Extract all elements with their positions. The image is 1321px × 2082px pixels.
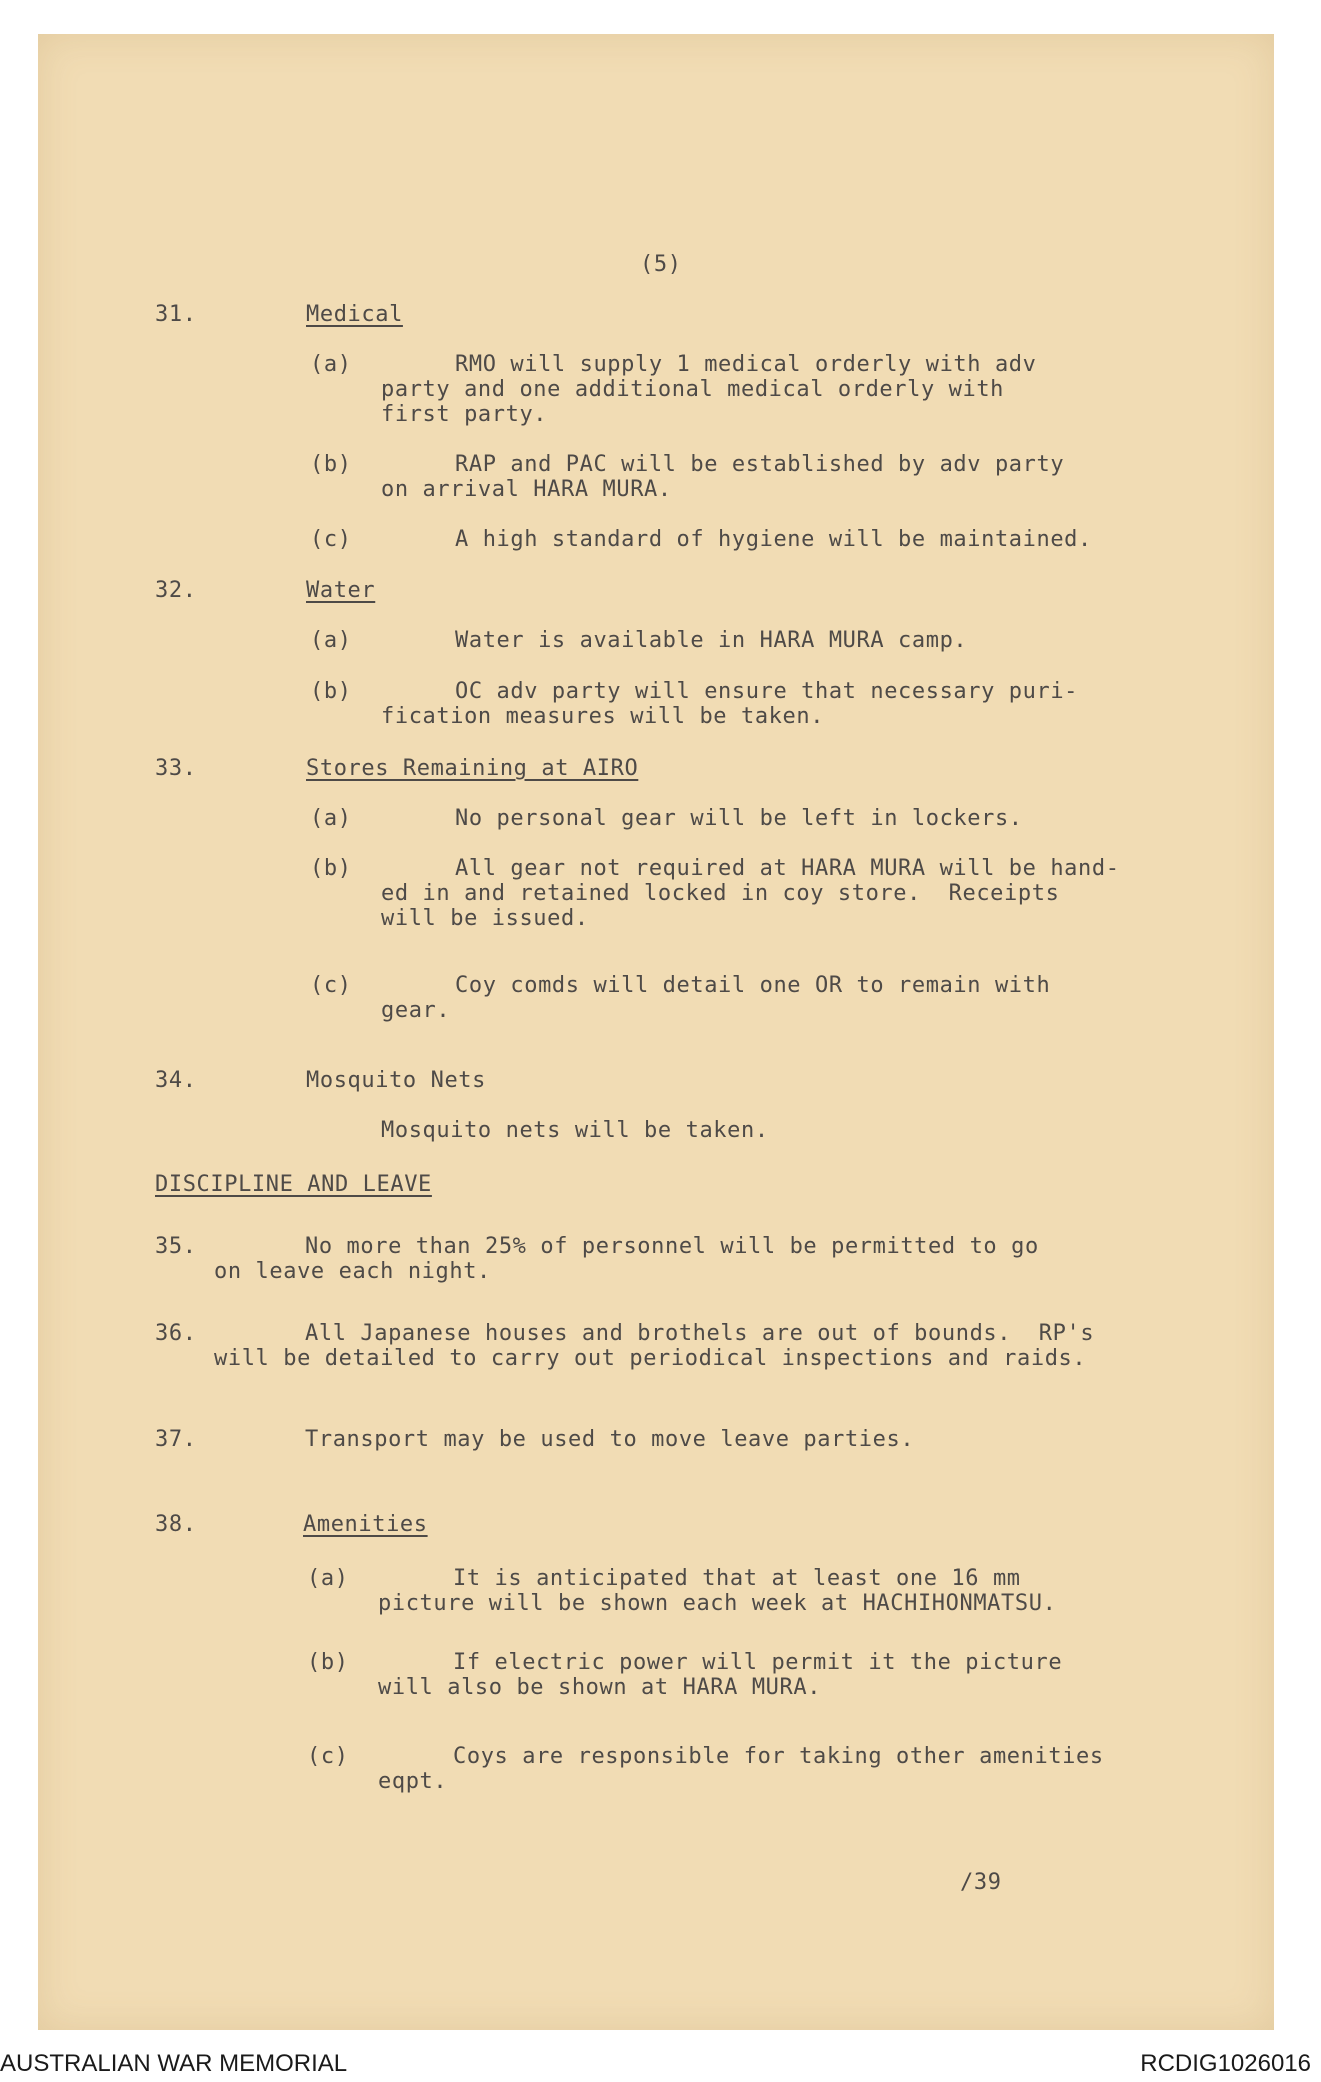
item-31a-line-2: party and one additional medical orderly with — [381, 377, 1005, 402]
para-36-line-1: All Japanese houses and brothels are out of bounds. RP's — [305, 1321, 1095, 1346]
discipline-heading: DISCIPLINE AND LEAVE — [155, 1172, 432, 1197]
item-31a-label: (a) — [310, 352, 352, 377]
item-38a-line-2: picture will be shown each week at HACHIHONMATSU. — [378, 1591, 1057, 1616]
section-33-heading: Stores Remaining at AIRO — [306, 756, 639, 781]
continuation-marker: /39 — [960, 1870, 1002, 1895]
item-32b-label: (b) — [310, 679, 352, 704]
para-36-line-2: will be detailed to carry out periodical inspections and raids. — [214, 1346, 1087, 1371]
para-35-line-2: on leave each night. — [214, 1259, 491, 1284]
para-37-line-1: Transport may be used to move leave parties. — [305, 1427, 915, 1452]
item-38a-line-1: It is anticipated that at least one 16 mm — [453, 1566, 1021, 1591]
item-32b-line-1: OC adv party will ensure that necessary puri- — [455, 679, 1079, 704]
item-31a-line-1: RMO will supply 1 medical orderly with adv — [455, 352, 1037, 377]
section-32-number: 32. — [155, 578, 197, 603]
item-33c-line-1: Coy comds will detail one OR to remain with — [455, 973, 1051, 998]
item-33b-line-2: ed in and retained locked in coy store. Receipts — [381, 881, 1060, 906]
item-33c-label: (c) — [310, 973, 352, 998]
section-32-heading: Water — [306, 578, 376, 603]
item-31b-line-1: RAP and PAC will be established by adv party — [455, 452, 1065, 477]
para-35-line-1: No more than 25% of personnel will be permitted to go — [305, 1234, 1039, 1259]
section-33-number: 33. — [155, 756, 197, 781]
section-38-number: 38. — [155, 1512, 197, 1537]
item-32a-label: (a) — [310, 628, 352, 653]
section-31-number: 31. — [155, 302, 197, 327]
item-38c-label: (c) — [307, 1744, 349, 1769]
item-32b-line-2: fication measures will be taken. — [381, 704, 825, 729]
item-31b-line-2: on arrival HARA MURA. — [381, 477, 672, 502]
section-34-body: Mosquito nets will be taken. — [381, 1118, 769, 1143]
footer-archive-name: AUSTRALIAN WAR MEMORIAL — [0, 2050, 348, 2077]
item-32a-line-1: Water is available in HARA MURA camp. — [455, 628, 968, 653]
para-36-number: 36. — [155, 1321, 197, 1346]
item-33c-line-2: gear. — [381, 998, 451, 1023]
item-31c-line-1: A high standard of hygiene will be maintained. — [455, 527, 1092, 552]
item-33b-line-1: All gear not required at HARA MURA will be hand- — [455, 856, 1120, 881]
item-38a-label: (a) — [307, 1566, 349, 1591]
item-31c-label: (c) — [310, 527, 352, 552]
section-31-heading: Medical — [306, 302, 403, 327]
para-35-number: 35. — [155, 1234, 197, 1259]
section-38-heading: Amenities — [303, 1512, 428, 1537]
item-33a-line-1: No personal gear will be left in lockers. — [455, 806, 1023, 831]
item-38c-line-1: Coys are responsible for taking other amenities — [453, 1744, 1104, 1769]
item-38b-line-1: If electric power will permit it the picture — [453, 1650, 1063, 1675]
item-33b-label: (b) — [310, 856, 352, 881]
item-33b-line-3: will be issued. — [381, 906, 589, 931]
page-number: (5) — [640, 252, 682, 277]
item-31a-line-3: first party. — [381, 402, 548, 427]
para-37-number: 37. — [155, 1427, 197, 1452]
section-34-heading: Mosquito Nets — [306, 1068, 486, 1093]
item-38c-line-2: eqpt. — [378, 1769, 448, 1794]
document-page — [38, 34, 1274, 2030]
item-38b-label: (b) — [307, 1650, 349, 1675]
item-31b-label: (b) — [310, 452, 352, 477]
footer-catalogue-id: RCDIG1026016 — [1140, 2050, 1311, 2077]
item-38b-line-2: will also be shown at HARA MURA. — [378, 1675, 822, 1700]
section-34-number: 34. — [155, 1068, 197, 1093]
item-33a-label: (a) — [310, 806, 352, 831]
